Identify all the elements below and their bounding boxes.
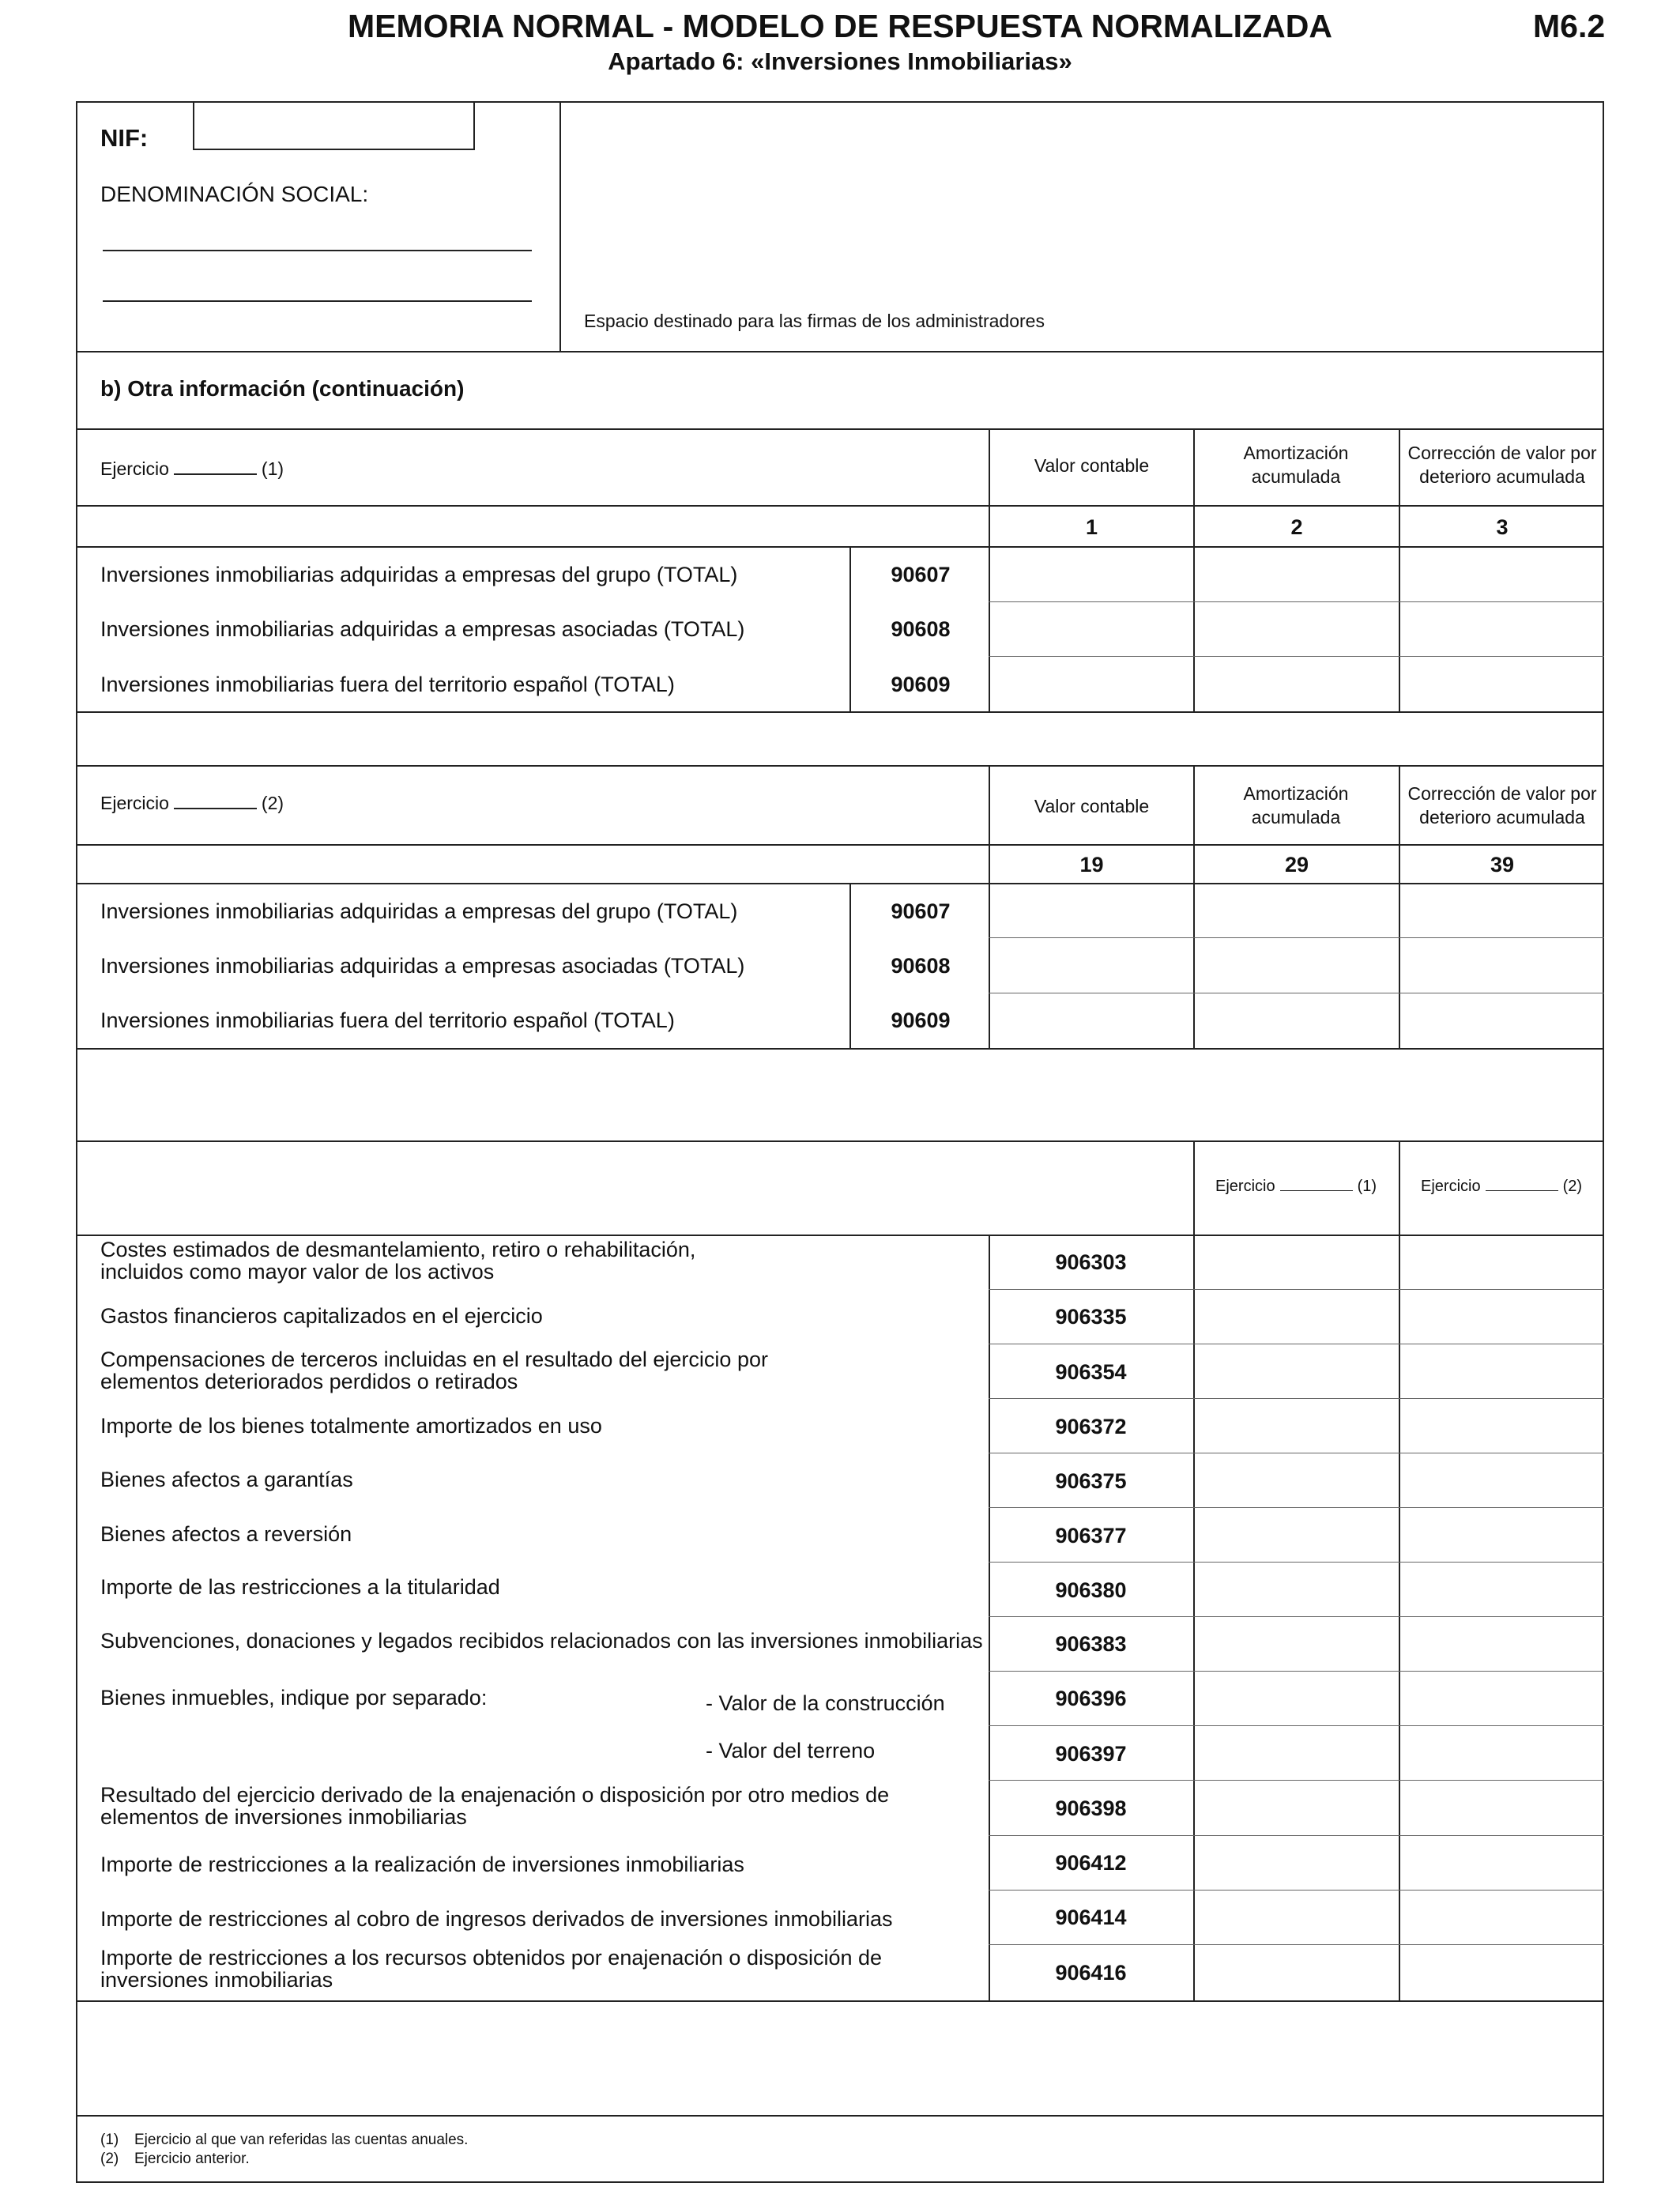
row-label: Bienes afectos a reversión xyxy=(100,1522,352,1546)
row-label: Bienes inmuebles, indique por separado: xyxy=(100,1686,488,1710)
col-header-correccion: Corrección de valor por deterioro acumulada xyxy=(1407,443,1597,487)
row-code: 906303 xyxy=(1055,1250,1127,1274)
footnote-mark: (1) xyxy=(100,2132,119,2148)
row-code: 906377 xyxy=(1055,1524,1127,1547)
row-label: Importe de restricciones a la realización de inversiones inmobiliarias xyxy=(100,1853,744,1876)
page-title: MEMORIA NORMAL - MODELO DE RESPUESTA NORMALIZADA xyxy=(348,8,1332,44)
nif-label: NIF: xyxy=(100,124,149,152)
footnote-text: Ejercicio al que van referidas las cuentas anuales. xyxy=(134,2132,469,2148)
col-number: 2 xyxy=(1290,515,1303,539)
row-code: 906354 xyxy=(1055,1360,1127,1384)
row-label: Importe de restricciones al cobro de ingresos derivados de inversiones inmobiliarias xyxy=(100,1907,893,1931)
signature-area[interactable] xyxy=(561,103,1603,304)
ejercicio-1-small-input[interactable] xyxy=(1280,1179,1353,1191)
row-code: 90609 xyxy=(891,1008,951,1032)
denominacion-label: DENOMINACIÓN SOCIAL: xyxy=(100,182,369,206)
row-code: 906380 xyxy=(1055,1578,1127,1602)
row-label: Inversiones inmobiliarias adquiridas a empresas asociadas (TOTAL) xyxy=(100,954,745,978)
row-label: Compensaciones de terceros incluidas en el resultado del ejercicio por elementos deteriorados perdidos o retirados xyxy=(100,1348,768,1393)
ejercicio-2-label: Ejercicio (2) xyxy=(100,793,284,813)
ejercicio-1-label: Ejercicio (1) xyxy=(100,458,284,479)
footnote-mark: (2) xyxy=(100,2151,119,2167)
signature-note: Espacio destinado para las firmas de los administradores xyxy=(584,311,1045,331)
page-subtitle: Apartado 6: «Inversiones Inmobiliarias» xyxy=(608,47,1072,75)
row-label: Importe de los bienes totalmente amortizados en uso xyxy=(100,1414,602,1438)
row-code: 906397 xyxy=(1055,1742,1127,1766)
col-header-amortizacion: Amortización acumulada xyxy=(1243,783,1349,827)
col-number: 1 xyxy=(1085,515,1098,539)
row-sublabel: - Valor del terreno xyxy=(706,1739,876,1762)
col-number: 3 xyxy=(1496,515,1509,539)
ejercicio-2-input[interactable] xyxy=(174,794,257,809)
section-title: b) Otra información (continuación) xyxy=(100,376,465,401)
row-label: Importe de restricciones a los recursos obtenidos por enajenación o disposición de inversiones inmobiliarias xyxy=(100,1946,883,1992)
row-label: Costes estimados de desmantelamiento, retiro o rehabilitación, incluidos como mayor valor de los activos xyxy=(100,1238,696,1284)
row-label: Inversiones inmobiliarias fuera del territorio español (TOTAL) xyxy=(100,673,675,696)
row-code: 906396 xyxy=(1055,1687,1127,1710)
col-header-amortizacion: Amortización acumulada xyxy=(1243,443,1349,487)
row-label: Inversiones inmobiliarias fuera del territorio español (TOTAL) xyxy=(100,1008,675,1032)
col-header-ejercicio-2: Ejercicio (2) xyxy=(1421,1178,1583,1195)
row-code: 906335 xyxy=(1055,1305,1127,1329)
footnote-text: Ejercicio anterior. xyxy=(134,2151,250,2167)
row-label: Gastos financieros capitalizados en el ejercicio xyxy=(100,1304,543,1328)
row-label: Importe de las restricciones a la titularidad xyxy=(100,1575,500,1599)
ejercicio-2-small-input[interactable] xyxy=(1486,1179,1558,1191)
col-number: 29 xyxy=(1284,853,1309,876)
model-code: M6.2 xyxy=(1533,8,1606,44)
row-label: Inversiones inmobiliarias adquiridas a empresas asociadas (TOTAL) xyxy=(100,617,745,641)
ejercicio-1-input[interactable] xyxy=(174,459,257,475)
row-code: 906375 xyxy=(1055,1469,1127,1493)
col-number: 19 xyxy=(1079,853,1104,876)
row-code: 906398 xyxy=(1055,1796,1127,1820)
row-code: 906414 xyxy=(1055,1906,1127,1929)
row-label: Subvenciones, donaciones y legados recibidos relacionados con las inversiones inmobiliarias xyxy=(100,1629,983,1653)
row-code: 906416 xyxy=(1055,1961,1127,1985)
denominacion-line-1[interactable] xyxy=(103,250,532,251)
row-label: Inversiones inmobiliarias adquiridas a empresas del grupo (TOTAL) xyxy=(100,563,738,586)
nif-input[interactable] xyxy=(193,101,475,150)
row-code: 90608 xyxy=(891,954,951,978)
col-number: 39 xyxy=(1490,853,1515,876)
row-label: Resultado del ejercicio derivado de la enajenación o disposición por otro medios de elementos de inversiones inmobiliarias xyxy=(100,1783,890,1829)
col-header-ejercicio-1: Ejercicio (1) xyxy=(1215,1178,1377,1195)
row-code: 906412 xyxy=(1055,1851,1127,1875)
row-label: Inversiones inmobiliarias adquiridas a empresas del grupo (TOTAL) xyxy=(100,899,738,923)
row-code: 90609 xyxy=(891,673,951,696)
row-sublabel: - Valor de la construcción xyxy=(706,1691,945,1715)
row-code: 90607 xyxy=(891,899,951,923)
row-code: 906372 xyxy=(1055,1415,1127,1438)
denominacion-line-2[interactable] xyxy=(103,300,532,302)
col-header-valor-contable: Valor contable xyxy=(1034,455,1150,476)
row-label: Bienes afectos a garantías xyxy=(100,1468,353,1491)
col-header-correccion: Corrección de valor por deterioro acumulada xyxy=(1407,783,1597,827)
row-code: 906383 xyxy=(1055,1632,1127,1656)
row-code: 90608 xyxy=(891,617,951,641)
row-code: 90607 xyxy=(891,563,951,586)
col-header-valor-contable: Valor contable xyxy=(1034,796,1150,816)
